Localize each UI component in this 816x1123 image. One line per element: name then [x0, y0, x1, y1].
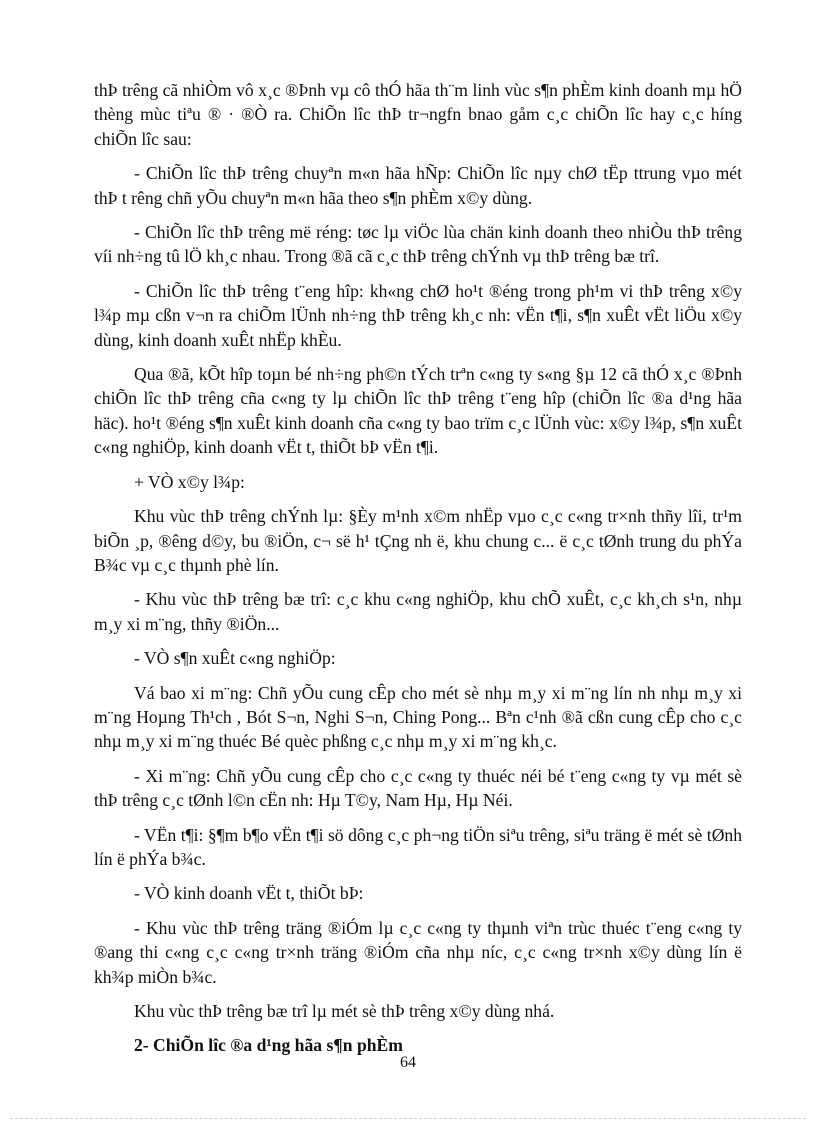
- section-heading: 2- ChiÕn lîc ®a d¹ng hãa s¶n phÈm: [134, 1035, 403, 1056]
- page-number: 64: [400, 1054, 416, 1071]
- body-text: [94, 78, 742, 1068]
- paragraph: - ChiÕn lîc thÞ trêng chuyªn m«n hãa hÑp: ChiÕn lîc nµy chØ tËp ttrung vµo mét thÞ t rêng chñ yÕu chuyªn m«n hãa theo s¶n phÈm x©y dùng.: [94, 163, 742, 208]
- page-bottom-divider: [10, 1118, 806, 1119]
- paragraph: thÞ trêng cã nhiÒm vô x¸c ®Þnh vµ cô thÓ hãa th¨m linh vùc s¶n phÈm kinh doanh mµ hÖ thèng mùc tiªu ® · ®Ò ra. ChiÕn lîc thÞ tr¬ngfn bnao gåm c¸c chiÕn lîc hay c¸c híng chiÕn lîc sau:: [94, 80, 742, 149]
- paragraph: Vá bao xi m¨ng: Chñ yÕu cung cÊp cho mét sè nhµ m¸y xi m¨ng lín nh nhµ m¸y xi m¨ng Hoµng Th¹ch , Bót S¬n, Nghi S¬n, Ching Pong... Bªn c¹nh ®ã cßn cung cÊp cho c¸c nhµ m¸y xi m¨ng thuéc Bé quèc phßng c¸c nhµ m¸y xi m¨ng kh¸c.: [94, 682, 742, 752]
- paragraph: - Khu vùc thÞ trêng bæ trî: c¸c khu c«ng nghiÖp, khu chÕ xuÊt, c¸c kh¸ch s¹n, nhµ m¸y xi m¨ng, thñy ®iÖn...: [94, 589, 742, 634]
- paragraph: Khu vùc thÞ trêng bæ trî lµ mét sè thÞ trêng x©y dùng nhá.: [134, 1001, 555, 1021]
- paragraph: - Xi m¨ng: Chñ yÕu cung cÊp cho c¸c c«ng ty thuéc néi bé t¨eng c«ng ty vµ mét sè thÞ trêng c¸c tØnh l©n cËn nh: Hµ T©y, Nam Hµ, Hµ Néi.: [94, 765, 742, 811]
- paragraph: Qua ®ã, kÕt hîp toµn bé nh÷ng ph©n tÝch trªn c«ng ty s«ng §µ 12 cã thÓ x¸c ®Þnh chiÕn lîc thÞ trêng cña c«ng ty lµ chiÕn lîc thÞ trêng t¨eng hîp (chiÕn lîc ®a d¹ng hãa häc). ho¹t ®éng s¶n xuÊt kinh doanh cña c«ng ty bao trïm c¸c lÜnh vùc: x©y l¾p, s¶n xuÊt c«ng nghiÖp, kinh doanh vËt t, thiÕt bÞ vËn t¶i.: [94, 364, 742, 458]
- paragraph: - VÒ kinh doanh vËt t, thiÕt bÞ:: [134, 883, 364, 904]
- paragraph: Khu vùc thÞ trêng chÝnh lµ: §Èy m¹nh x©m nhËp vµo c¸c c«ng tr×nh thñy lîi, tr¹m biÕn ¸p, ®êng d©y, bu ®iÖn, c¬ së h¹ tÇng nh ë, khu chung c... ë c¸c tØnh trung du phÝa B¾c vµ c¸c thµnh phè lín.: [94, 506, 742, 575]
- paragraph: + VÒ x©y l¾p:: [134, 471, 245, 492]
- paragraph: - Khu vùc thÞ trêng träng ®iÓm lµ c¸c c«ng ty thµnh viªn trùc thuéc t¨eng c«ng ty ®ang thi c«ng c¸c c«ng tr×nh träng ®iÓm cña nhµ níc, c¸c c«ng tr×nh x©y dùng lín ë kh¾p miÒn b¾c.: [94, 917, 742, 987]
- paragraph: - VËn t¶i: §¶m b¶o vËn t¶i sö dông c¸c ph¬ng tiÖn siªu trêng, siªu träng ë mét sè tØnh lín ë phÝa b¾c.: [94, 824, 742, 869]
- paragraph: - ChiÕn lîc thÞ trêng t¨eng hîp: kh«ng chØ ho¹t ®éng trong ph¹m vi thÞ trêng x©y l¾p mµ cßn v¬n ra chiÕm lÜnh nh÷ng thÞ trêng kh¸c nh: vËn t¶i, s¶n xuÊt vËt liÖu x©y dùng, kinh doanh xuÊt nhËp khÈu.: [94, 280, 742, 350]
- paragraph: - ChiÕn lîc thÞ trêng më réng: tøc lµ viÖc lùa chän kinh doanh theo nhiÒu thÞ trêng víi nh÷ng tû lÖ kh¸c nhau. Trong ®ã cã c¸c thÞ trêng chÝnh vµ thÞ trêng bæ trî.: [94, 222, 742, 267]
- paragraph: - VÒ s¶n xuÊt c«ng nghiÖp:: [134, 648, 336, 669]
